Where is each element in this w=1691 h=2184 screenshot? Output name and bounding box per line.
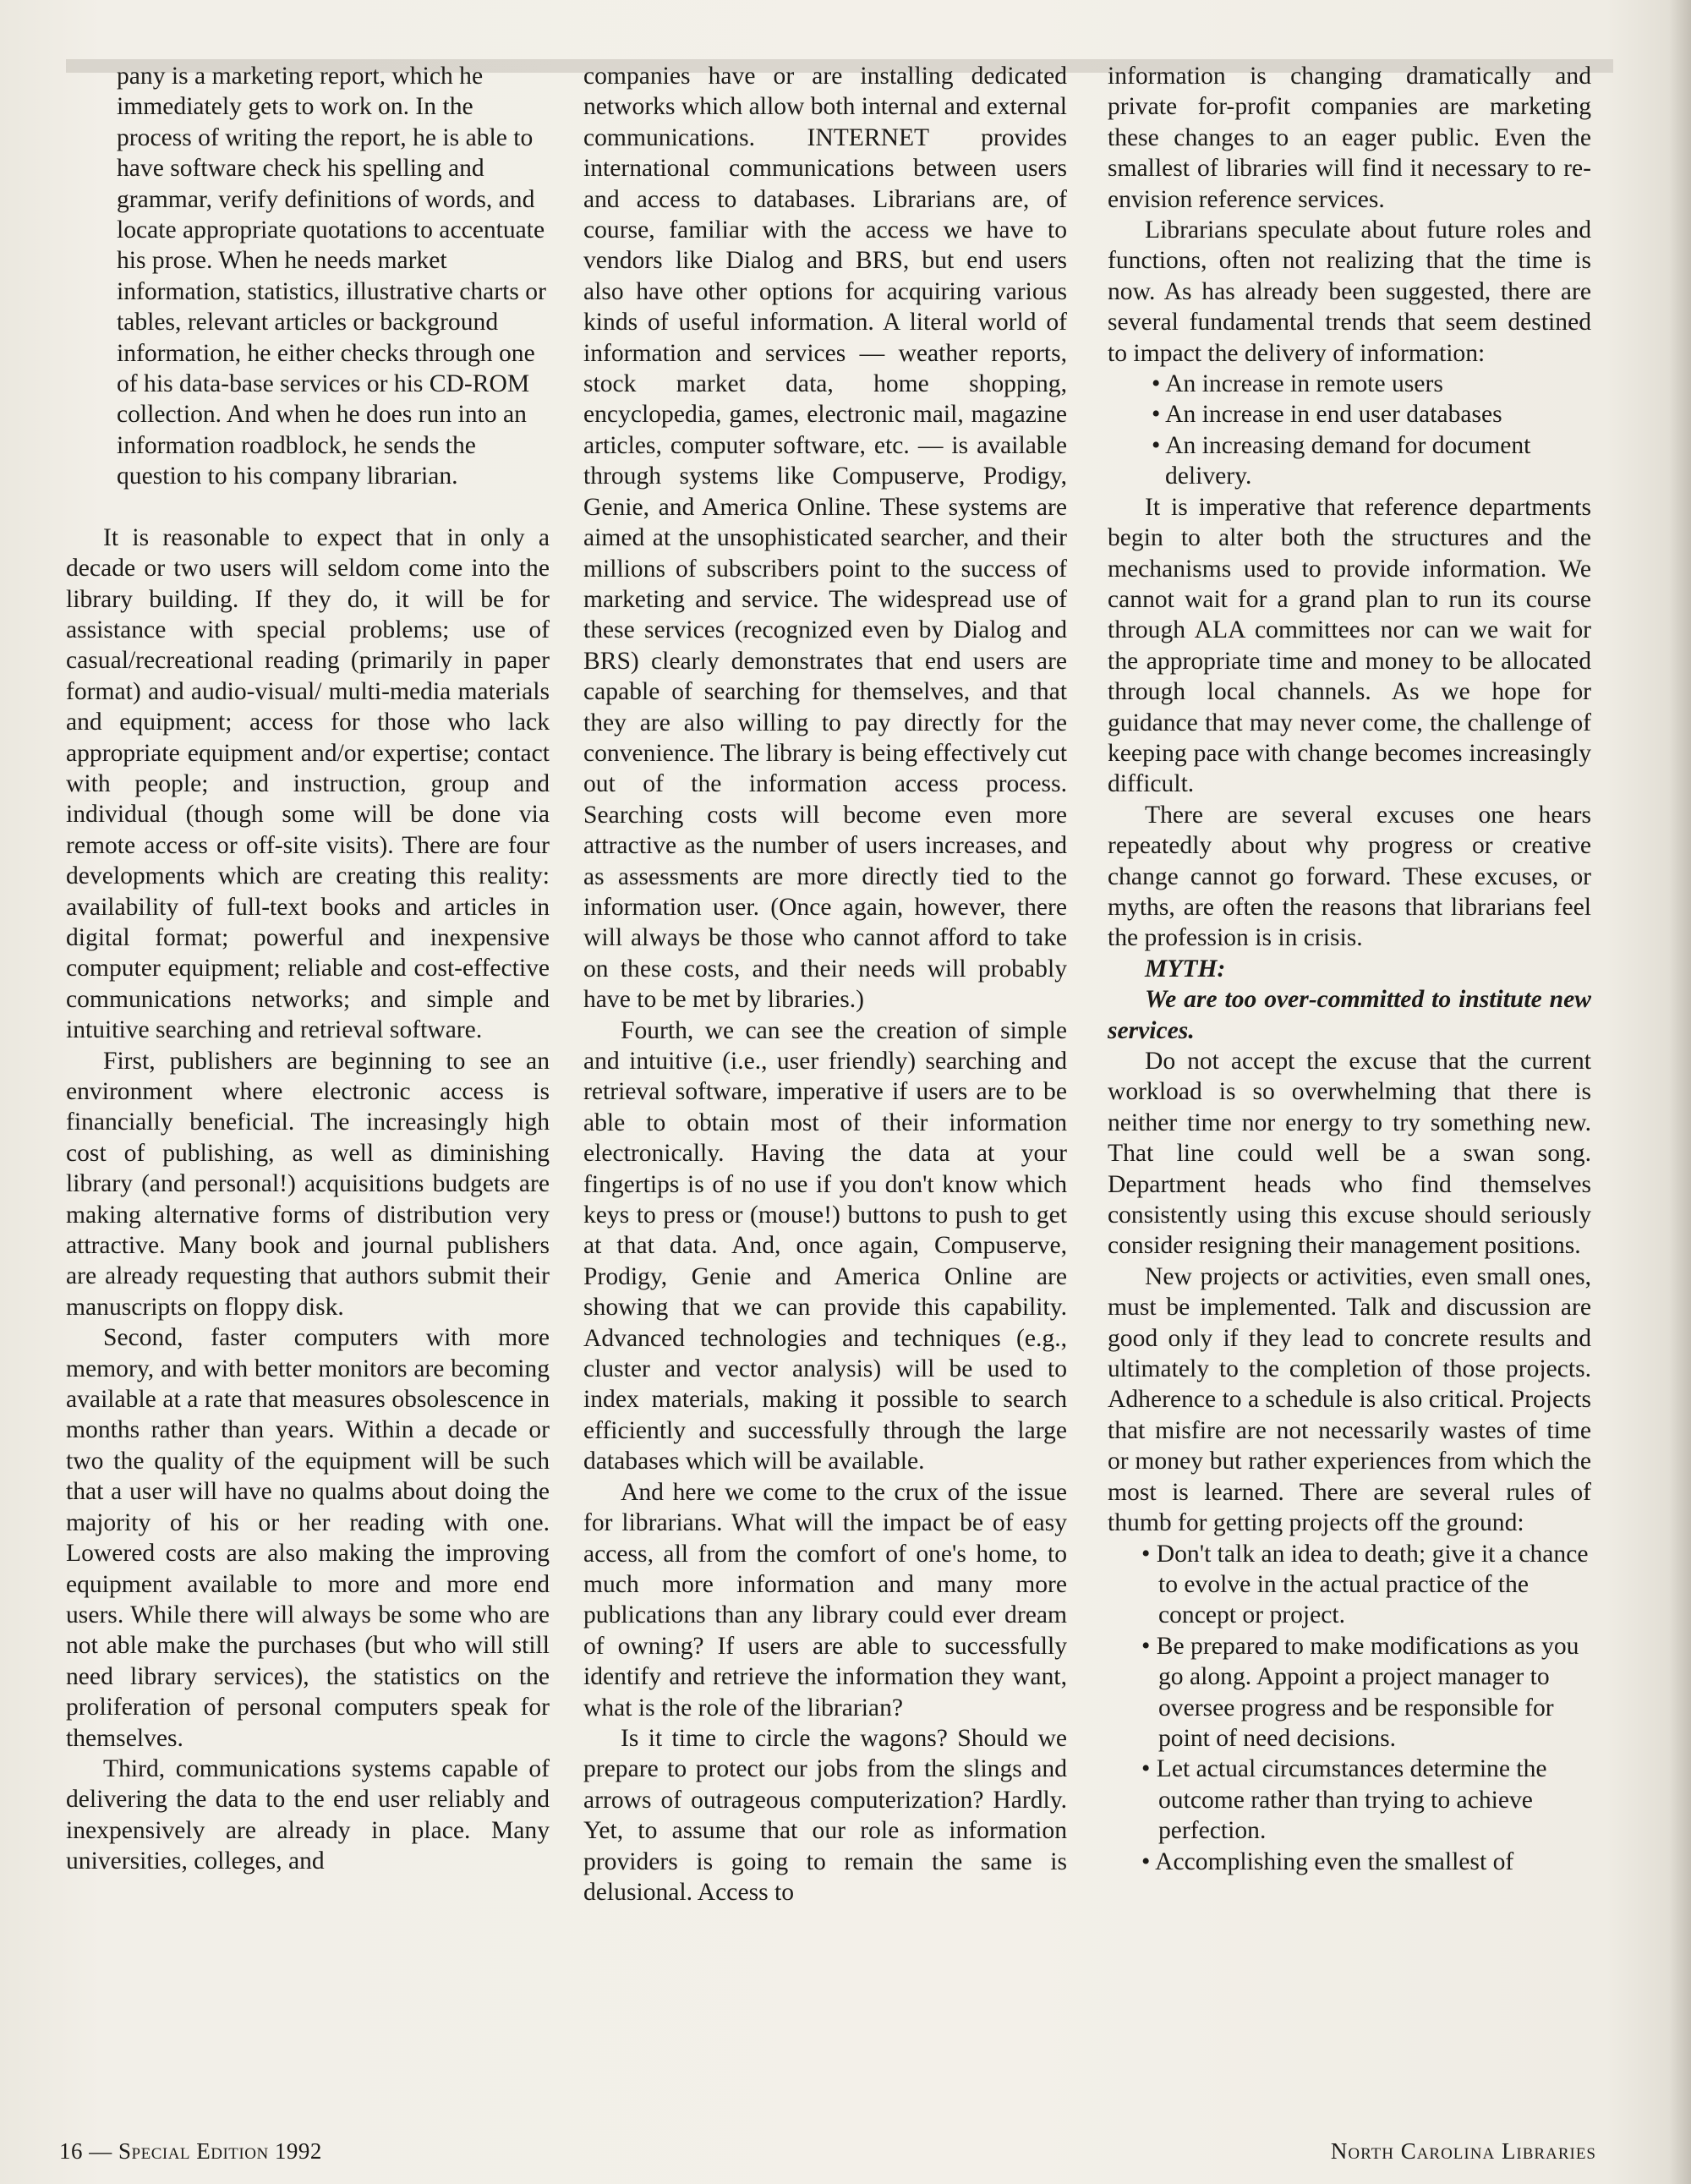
- paragraph: Librarians speculate about future roles and functions, often not realizing that the time is now. As has already been suggested, there are several fundamental trends that seem destined to impact the delivery of information:: [1108, 216, 1591, 367]
- page-number: 16: [59, 2138, 83, 2164]
- edition-label: Special Edition 1992: [118, 2138, 322, 2164]
- paragraph: Is it time to circle the wagons? Should we prepare to protect our jobs from the slings and arrows of outrageous computerization? Hardly. Yet, to assume that our role as information providers is going to remain the same is delusional. Access to: [583, 1724, 1067, 1906]
- spine-shadow: [1669, 0, 1691, 2184]
- paragraph: First, publishers are beginning to see an environment where electronic access is financially beneficial. The increasingly high cost of publishing, as well as diminishing library (and personal!) acquisitions budgets are making alternative forms of distribution very attractive. Many book and journal publishers are already requesting that authors submit their manuscripts on floppy disk.: [66, 1047, 550, 1321]
- myth-label: MYTH:: [1145, 955, 1226, 983]
- rule-list-item: • Let actual circumstances determine the outcome rather than trying to achieve perfection.: [1141, 1755, 1547, 1845]
- bullet-icon: •: [1152, 431, 1166, 459]
- bullet-icon: •: [1152, 401, 1166, 429]
- paragraph: There are several excuses one hears repeatedly about why progress or creative change cannot go forward. These excuses, or myths, are often the reasons that librarians feel the profession is in crisis.: [1108, 801, 1591, 952]
- paragraph: It is reasonable to expect that in only a decade or two users will seldom come into the library building. If they do, it will be for assistance with special problems; use of casual/recreational reading (primarily in paper format) and audio-visual/ multi-media materials and equipment; access for those who lack appropriate equipment and/or expertise; contact with people; and instruction, group and individual (though some will be done via remote access or off-site visits). There are four developments which are creating this reality: availability of full-text books and articles in digital format; powerful and inexpensive computer equipment; reliable and cost-effective communications networks; and simple and intuitive searching and retrieval software.: [66, 523, 550, 1044]
- bullet-icon: •: [1141, 1632, 1157, 1660]
- rule-list-item: • Accomplishing even the smallest of: [1141, 1847, 1514, 1875]
- paragraph: information is changing dramatically and private for-profit companies are marketing these changes to an eager public. Even the smallest of libraries will find it necessary to re-envision reference services.: [1108, 63, 1591, 213]
- bullet-icon: •: [1141, 1847, 1156, 1875]
- column-3: [1108, 61, 1591, 1877]
- bullet-icon: •: [1141, 1755, 1157, 1783]
- bullet-icon: •: [1141, 1540, 1157, 1568]
- paragraph: companies have or are installing dedicated networks which allow both internal and external communications. INTERNET provides international communications between users and access to databases. Librarians are, of course, familiar with the access we have to vendors like Dialog and BRS, but end users also have other options for acquiring various kinds of useful information. A literal world of information and services — weather reports, stock market data, home shopping, encyclopedia, games, electronic mail, magazine articles, computer software, etc. — is available through systems like Compuserve, Prodigy, Genie, and America Online. These systems are aimed at the unsophisticated searcher, and their millions of subscribers point to the success of marketing and service. The widespread use of these services (recognized even by Dialog and BRS) clearly demonstrates that end users are capable of searching for themselves, and that they are also willing to pay directly for the convenience. The library is being effectively cut out of the information access process. Searching costs will become even more attractive as the number of users increases, and as assessments are more directly tied to the information user. (Once again, however, there will always be those who cannot afford to take on these costs, and their needs will probably have to be met by libraries.): [583, 63, 1067, 1014]
- column-2: [583, 61, 1067, 1908]
- paragraph: New projects or activities, even small ones, must be implemented. Talk and discussion are good only if they lead to concrete results and ultimately to the completion of those projects. Adherence to a schedule is also critical. Projects that misfire are not necessarily wastes of time or money but rather experiences from which the most is learned. There are several rules of thumb for getting projects off the ground:: [1108, 1262, 1591, 1537]
- paragraph: It is imperative that reference departments begin to alter both the structures and the mechanisms used to provide information. We cannot wait for a grand plan to run its course through ALA committees nor can we wait for the appropriate time and money to be allocated through local channels. As we hope for guidance that may never come, the challenge of keeping pace with change becomes increasingly difficult.: [1108, 493, 1591, 798]
- journal-name: North Carolina Libraries: [1330, 2138, 1596, 2164]
- bullet-icon: •: [1152, 370, 1166, 398]
- trend-list-item: • An increase in end user databases: [1152, 401, 1502, 429]
- trend-list-item: • An increase in remote users: [1152, 370, 1443, 398]
- paragraph: And here we come to the crux of the issue for librarians. What will the impact be of easy access, all from the comfort of one's home, to much more information and many more publications than any library could ever dream of owning? If users are able to successfully identify and retrieve the information they want, what is the role of the librarian?: [583, 1478, 1067, 1721]
- myth-heading: We are too over-committed to institute new services.: [1108, 986, 1591, 1044]
- column-1: [66, 61, 550, 1877]
- rule-list-item: • Be prepared to make modifications as you go along. Appoint a project manager to oversee progress and be responsible for point of need decisions.: [1141, 1632, 1579, 1752]
- footer-folio: [59, 2137, 322, 2165]
- rule-list-item: • Don't talk an idea to death; give it a chance to evolve in the actual practice of the concept or project.: [1141, 1540, 1589, 1629]
- paragraph: Do not accept the excuse that the current workload is so overwhelming that there is neither time nor energy to try something new. That line could well be a swan song. Department heads who find themselves consistently using this excuse should seriously consider resigning their management positions.: [1108, 1048, 1591, 1260]
- trend-list-item: • An increasing demand for document delivery.: [1152, 431, 1531, 490]
- sidebar-paragraph: pany is a marketing report, which he immediately gets to work on. In the process of writing the report, he is able to have software check his spelling and grammar, verify definitions of words, and locate appropriate quotations to accentuate his prose. When he needs market information, statistics, illustrative charts or tables, relevant articles or background information, he either checks through one of his data-base services or his CD-ROM collection. And when he does run into an information roadblock, he sends the question to his company librarian.: [117, 63, 546, 490]
- paragraph: Fourth, we can see the creation of simple and intuitive (i.e., user friendly) searching and retrieval software, imperative if users are to be able to obtain most of their information electronically. Having the data at your fingertips is of no use if you don't know which keys to press or (mouse!) buttons to push to get at that data. And, once again, Compuserve, Prodigy, Genie and America Online are showing that we can provide this capability. Advanced technologies and techniques (e.g., cluster and vector analysis) will be used to index materials, making it possible to search efficiently and successfully through the large databases which will be available.: [583, 1016, 1067, 1475]
- paragraph: Third, communications systems capable of delivering the data to the end user reliably and inexpensively are already in place. Many universities, colleges, and: [66, 1754, 550, 1875]
- paragraph: Second, faster computers with more memory, and with better monitors are becoming available at a rate that measures obsolescence in months rather than years. Within a decade or two the quality of the equipment will be such that a user will have no qualms about doing the majority of his or her reading with one. Lowered costs are also making the improving equipment available to more and more end users. While there will always be some who are not able make the purchases (but who will still need library services), the statistics on the proliferation of personal computers speak for themselves.: [66, 1324, 550, 1752]
- folio-separator: —: [83, 2138, 118, 2164]
